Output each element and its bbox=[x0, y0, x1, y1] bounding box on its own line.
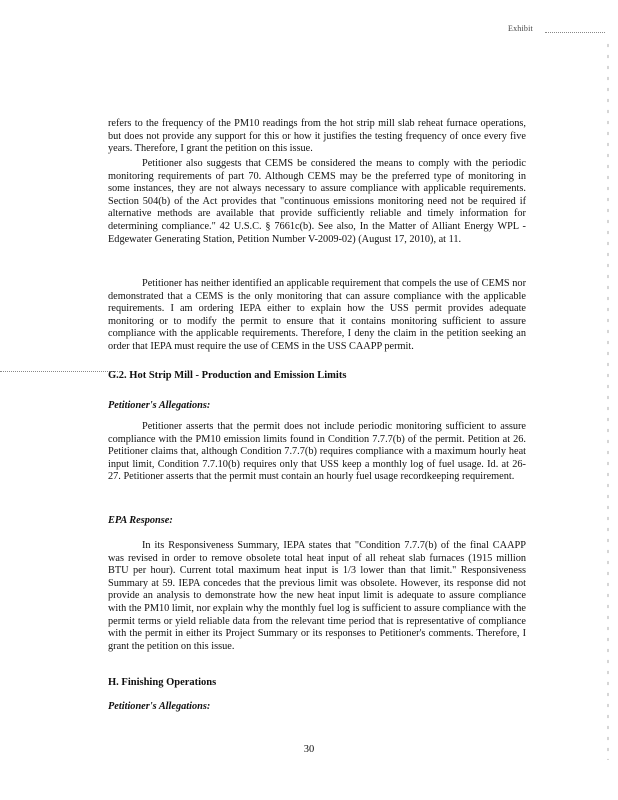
paragraph-4: Petitioner asserts that the permit does not include periodic monitoring sufficient to assure compliance with the PM10 emission limits found in Condition 7.7.7(b) of the permit. Petition at 26. Petitioner claims that, although Condition 7.7.7(b) requires compliance with a maximum hourly heat input limit, Condition 7.7.10(b) requires only that USS keep a monthly log of fuel usage. Id. at 26-27. Petitioner asserts that the permit must contain an hourly fuel usage recordkeeping requirement. bbox=[108, 421, 526, 483]
subheading-allegations: Petitioner's Allegations: bbox=[108, 400, 211, 411]
body-text bbox=[108, 118, 526, 156]
paragraph-5-block bbox=[108, 540, 526, 653]
section-heading-h: H. Finishing Operations bbox=[108, 677, 217, 688]
scan-margin-marks bbox=[606, 40, 610, 760]
paragraph-2: Petitioner also suggests that CEMS be considered the means to comply with the periodic monitoring requirements of part 70. Although CEMS may be the preferred type of monitoring in some instances, they are not always necessary to assure compliance with applicable requirements. Section 504(b) of the Act provides that "continuous emissions monitoring need not be required if alternative methods are available that provide sufficiently reliable and timely information for determining compliance." 42 U.S.C. § 7661c(b). See also, In the Matter of Alliant Energy WPL - Edgewater Generating Station, Petition Number V-2009-02) (August 17, 2010), at 11. bbox=[108, 158, 526, 245]
paragraph-1: refers to the frequency of the PM10 readings from the hot strip mill slab reheat furnace operations, but does not provide any support for this or how it justifies the testing frequency of once every five years. Therefore, I grant the petition on this issue. bbox=[108, 118, 526, 155]
header-rule bbox=[545, 32, 605, 33]
paragraph-4-block bbox=[108, 421, 526, 484]
paragraph-3: Petitioner has neither identified an applicable requirement that compels the use of CEMS nor demonstrated that a CEMS is the only monitoring that can assure compliance with the applicable requirements. I am ordering IEPA either to explain how the USS permit provides adequate monitoring or to modify the permit to ensure that it contains monitoring sufficient to assure compliance with the applicable requirements. Therefore, I deny the claim in the petition seeking an order that IEPA must require the use of CEMS in the USS CAAPP permit. bbox=[108, 278, 526, 352]
page-number: 30 bbox=[303, 744, 315, 755]
scan-dotted-rule bbox=[0, 371, 118, 372]
exhibit-header: Exhibit bbox=[508, 24, 533, 33]
paragraph-2-block bbox=[108, 158, 526, 246]
paragraph-5: In its Responsiveness Summary, IEPA states that "Condition 7.7.7(b) of the final CAAPP was revised in order to remove obsolete total heat input of all reheat slab furnaces (1915 million BTU per hour). Current total maximum heat input is 1/3 lower than that limit." Responsiveness Summary at 59. IEPA concedes that the previous limit was obsolete. However, its response did not provide an analysis to demonstrate how the new heat input limit is adequate to assure compliance with the PM10 limit, nor explain why the monthly fuel log is sufficient to assure compliance with the permit terms or yield reliable data from the relevant time period that is representative of compliance with the permit in either its Project Summary or its responses to Petitioner's comments. Therefore, I grant the petition on this issue. bbox=[108, 540, 526, 652]
subheading-allegations-2: Petitioner's Allegations: bbox=[108, 701, 211, 712]
paragraph-3-block bbox=[108, 278, 526, 354]
subheading-response: EPA Response: bbox=[108, 515, 173, 526]
section-heading-g2: G.2. Hot Strip Mill - Production and Emission Limits bbox=[108, 370, 347, 381]
